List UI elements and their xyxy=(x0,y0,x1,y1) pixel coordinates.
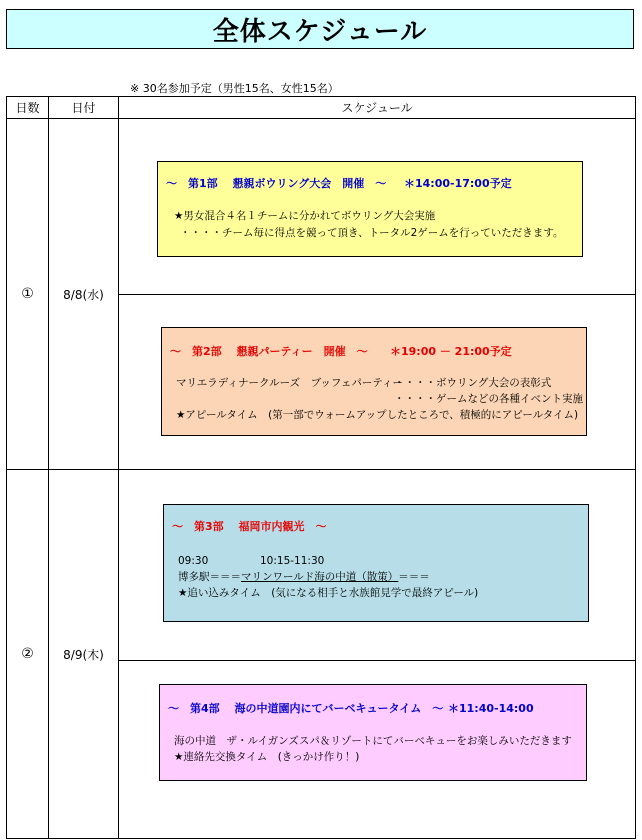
part3-title: ～ 第3部 福岡市内観光 ～ xyxy=(172,520,327,533)
part2-time: ＊19:00 － 21:00予定 xyxy=(390,345,512,358)
schedule-table xyxy=(6,96,636,839)
part1-box xyxy=(157,161,583,257)
header-num: 日数 xyxy=(7,97,49,119)
part2-line3: ★アピールタイム (第一部でウォームアップしたところで、積極的にアピールタイム) xyxy=(176,409,579,421)
day-date: 8/8(水) xyxy=(49,119,119,470)
schedule-cell-day1 xyxy=(119,119,636,470)
part3-route xyxy=(178,569,430,585)
part4-line2: ★連絡先交換タイム (きっかけ作り！) xyxy=(174,751,360,763)
table-row xyxy=(7,119,636,470)
part1-line2: ・・・・チーム毎に得点を競って頂き、トータル2ゲームを行っていただきます。 xyxy=(180,227,564,239)
day-number: ① xyxy=(7,119,49,470)
part1-title: ～ 第1部 懇親ボウリング大会 開催 ～ xyxy=(166,177,387,190)
header-date: 日付 xyxy=(49,97,119,119)
part3-time-a: 09:30 xyxy=(178,555,209,567)
part4-title: ～ 第4部 海の中道園内にてバーベキュータイム ～ xyxy=(168,702,444,715)
part2-line1-right: ・・・・ボウリング大会の表彰式 xyxy=(394,377,552,389)
part2-title: ～ 第2部 懇親パーティー 開催 ～ xyxy=(170,345,368,358)
part4-box xyxy=(159,684,587,781)
route-underlined: マリンワールド海の中道（散策） xyxy=(241,571,399,583)
part4-time: ＊11:40-14:00 xyxy=(448,702,534,715)
part2-line1-left: マリエラディナークルーズ ブッフェパーティー xyxy=(176,377,404,389)
table-header-row xyxy=(7,97,636,119)
part1-time: ＊14:00-17:00予定 xyxy=(404,177,512,190)
part4-line1: 海の中道 ザ・ルイガンズスパ＆リゾートにてバーベキューをお楽しみいただきます xyxy=(174,735,572,747)
page-title: 全体スケジュール xyxy=(6,9,634,49)
day-number: ② xyxy=(7,470,49,839)
part3-box xyxy=(163,504,589,622)
schedule-cell-day2 xyxy=(119,470,636,839)
part3-line3: ★追い込みタイム (気になる相手と水族館見学で最終アピール) xyxy=(178,587,479,599)
header-schedule: スケジュール xyxy=(119,97,636,119)
route-suffix: ＝＝＝ xyxy=(398,571,430,583)
part2-line2-right: ・・・・ゲームなどの各種イベント実施 xyxy=(394,393,583,405)
participant-note: ※ 30名参加予定（男性15名、女性15名） xyxy=(130,82,339,95)
day-date: 8/9(木) xyxy=(49,470,119,839)
part3-time-b: 10:15-11:30 xyxy=(260,555,325,567)
row-divider xyxy=(119,660,635,661)
part2-box xyxy=(161,327,587,436)
part1-line1: ★男女混合４名１チームに分かれてボウリング大会実施 xyxy=(174,210,436,222)
route-prefix: 博多駅＝＝＝ xyxy=(178,571,241,583)
table-row xyxy=(7,470,636,839)
row-divider xyxy=(119,294,635,295)
